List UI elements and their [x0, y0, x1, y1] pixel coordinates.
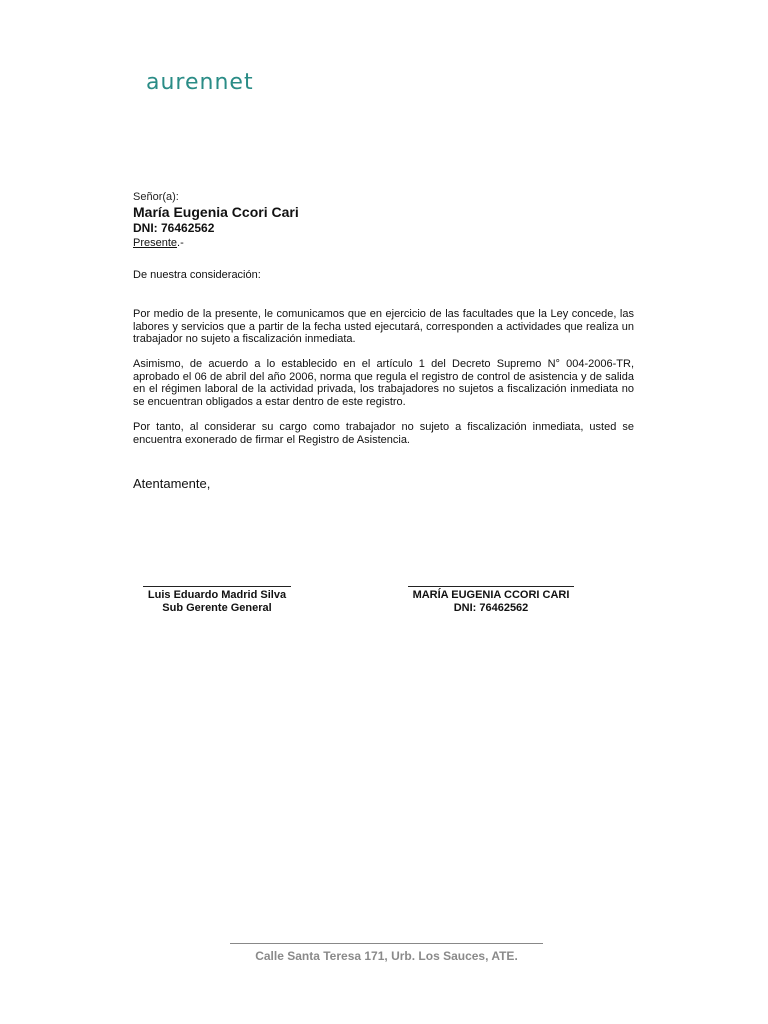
presente-suffix: .- — [177, 237, 184, 249]
signer-name-left: Luis Eduardo Madrid Silva — [147, 589, 287, 601]
signature-left — [143, 586, 291, 615]
signer-role-left: Sub Gerente General — [162, 602, 272, 614]
footer-address: Calle Santa Teresa 171, Urb. Los Sauces, ATE. — [255, 949, 518, 963]
signer-dni-right: DNI: 76462562 — [453, 602, 529, 614]
presente-word: Presente — [133, 237, 178, 249]
recipient-block — [133, 190, 299, 250]
greeting: De nuestra consideración: — [133, 269, 261, 281]
signer-name-right: MARÍA EUGENIA CCORI CARI — [412, 589, 570, 601]
closing: Atentamente, — [133, 476, 211, 491]
salutation: Señor(a): — [133, 191, 179, 203]
presente-line — [133, 236, 299, 250]
signature-line-right — [408, 586, 574, 587]
footer — [230, 943, 543, 963]
signature-right — [408, 586, 574, 615]
signature-line-left — [143, 586, 291, 587]
recipient-dni: DNI: 76462562 — [133, 221, 215, 235]
recipient-name: María Eugenia Ccori Cari — [133, 204, 299, 220]
footer-divider — [230, 943, 543, 944]
company-logo: aurennet — [146, 70, 254, 95]
body-paragraph-2: Asimismo, de acuerdo a lo establecido en el artículo 1 del Decreto Supremo N° 004-2006-TR, aprobado el 06 de abril del año 2006, norma que regula el registro de control de asistencia y de salida en el régimen laboral de la actividad privada, los trabajadores no sujetos a fiscalización inmediata no se encuentran obligados a estar dentro de este registro. — [133, 358, 634, 408]
body-paragraph-3: Por tanto, al considerar su cargo como trabajador no sujeto a fiscalización inmediata, usted se encuentra exonerado de firmar el Registro de Asistencia. — [133, 421, 634, 446]
body-paragraph-1: Por medio de la presente, le comunicamos que en ejercicio de las facultades que la Ley concede, las labores y servicios que a partir de la fecha usted ejecutará, corresponden a actividades que realiza un trabajador no sujeto a fiscalización inmediata. — [133, 308, 634, 345]
